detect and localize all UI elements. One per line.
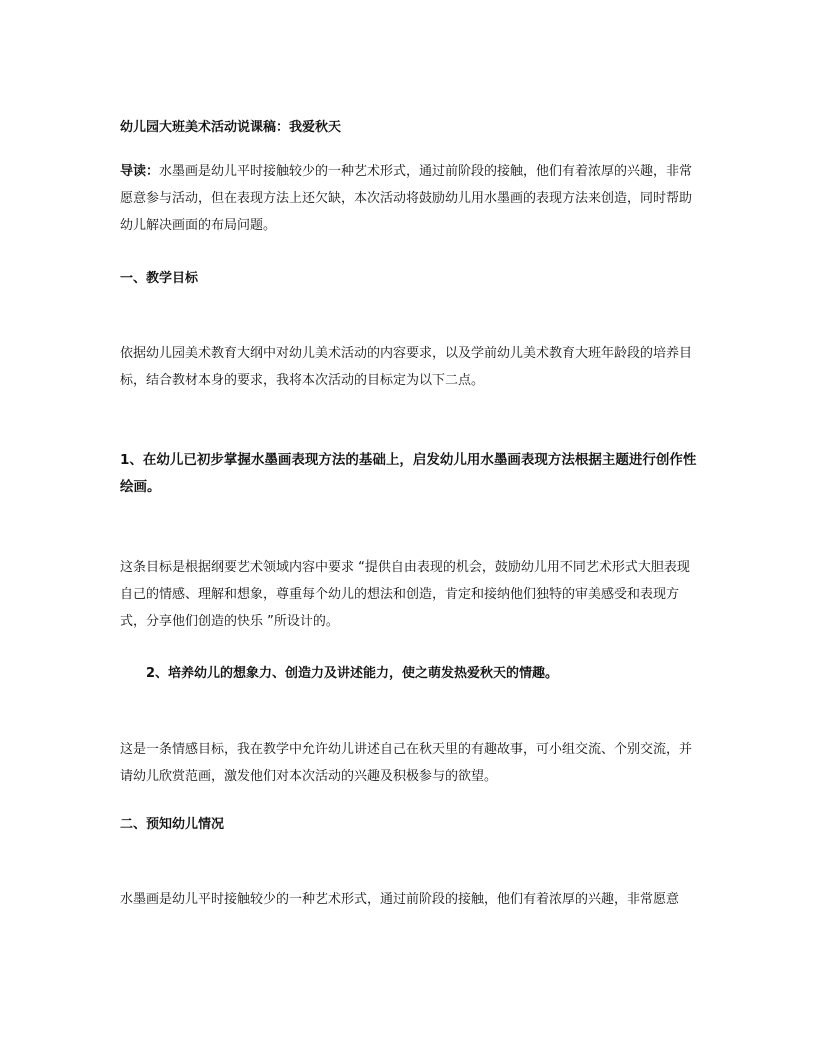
intro-label: 导读：	[120, 164, 160, 179]
goal-1-heading: 1、在幼儿已初步掌握水墨画表现方法的基础上，启发幼儿用水墨画表现方法根据主题进行创作性绘画。	[120, 452, 697, 495]
section-1-paragraph: 依据幼儿园美术教育大纲中对幼儿美术活动的内容要求，以及学前幼儿美术教育大班年龄段的培养目标，结合教材本身的要求，我将本次活动的目标定为以下二点。	[120, 346, 693, 388]
intro-text: 水墨画是幼儿平时接触较少的一种艺术形式，通过前阶段的接触，他们有着浓厚的兴趣，非常愿意参与活动，但在表现方法上还欠缺，本次活动将鼓励幼儿用水墨画的表现方法来创造，同时帮助幼儿解决画面的布局问题。	[120, 164, 693, 233]
goal-1-paragraph: 这条目标是根据纲要艺术领域内容中要求 “提供自由表现的机会，鼓励幼儿用不同艺术形式大胆表现自己的情感、理解和想象，尊重每个幼儿的想法和创造，肯定和接纳他们独特的审美感受和表现方式，分享他们创造的快乐 ”所设计的。	[120, 560, 690, 629]
goal-2-paragraph: 这是一条情感目标，我在教学中允许幼儿讲述自己在秋天里的有趣故事，可小组交流、个别交流，并请幼儿欣赏范画，激发他们对本次活动的兴趣及积极参与的欲望。	[120, 742, 693, 784]
section-2-paragraph: 水墨画是幼儿平时接触较少的一种艺术形式，通过前阶段的接触，他们有着浓厚的兴趣，非常愿意	[120, 892, 680, 907]
section-1-heading: 一、教学目标	[120, 271, 199, 286]
section-2-heading: 二、预知幼儿情况	[120, 817, 225, 832]
intro-paragraph	[120, 158, 700, 239]
document-title: 幼儿园大班美术活动说课稿：我爱秋天	[120, 120, 342, 135]
goal-2-heading: 2、培养幼儿的想象力、创造力及讲述能力，使之萌发热爱秋天的情趣。	[146, 666, 559, 681]
